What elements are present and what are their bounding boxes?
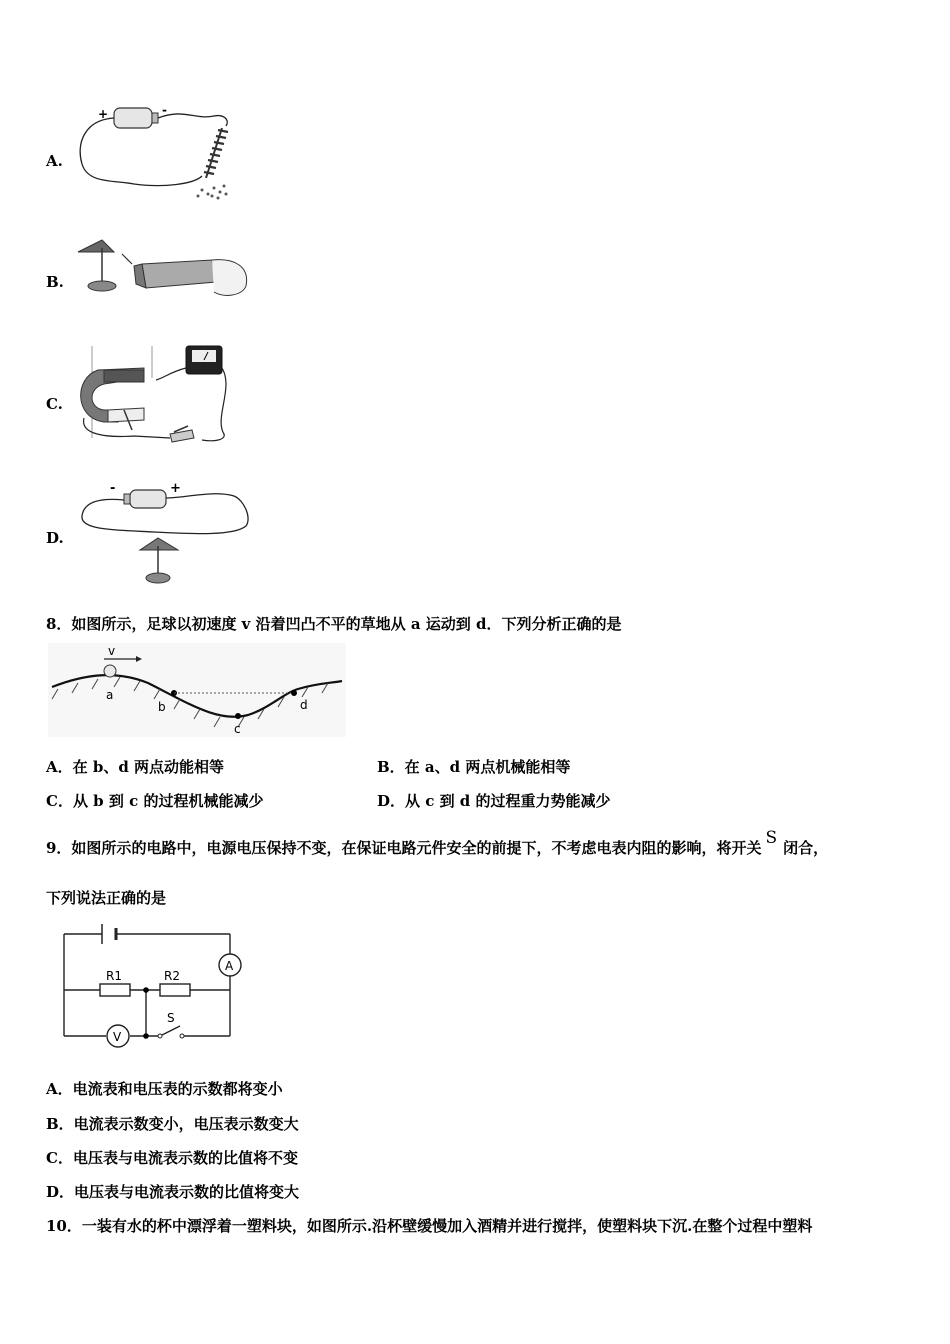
- q7-option-c-label: C.: [46, 395, 63, 413]
- switch-icon: [170, 430, 194, 442]
- q7-option-b-label: B.: [46, 273, 64, 291]
- compass-base-icon: [146, 573, 170, 583]
- resistor-r2-icon: [160, 984, 190, 996]
- voltmeter-label: V: [113, 1030, 122, 1044]
- battery-icon: [114, 108, 152, 128]
- q9-option-d[interactable]: D．电压表与电流表示数的比值将变大: [46, 1183, 300, 1201]
- q9-option-b[interactable]: B．电流表示数变小，电压表示数变大: [46, 1115, 299, 1133]
- iron-filings-icon: [197, 185, 228, 200]
- q8-stem: 8．如图所示，足球以初速度 v 沿着凹凸不平的草地从 a 运动到 d．下列分析正确的是: [46, 615, 622, 633]
- q9-option-c[interactable]: C．电压表与电流表示数的比值将不变: [46, 1149, 298, 1167]
- switch-contact: [158, 1034, 162, 1038]
- q7-option-d-label: D.: [46, 529, 64, 547]
- point-b-label: b: [158, 700, 166, 714]
- q7-figure-a: [74, 104, 254, 208]
- point-d-label: d: [300, 698, 308, 712]
- q9-circuit-figure: [58, 920, 248, 1054]
- hand-icon: [212, 260, 247, 296]
- q7-option-a-label: A.: [46, 152, 63, 170]
- coil-icon: [204, 128, 228, 178]
- q7-figure-d: [74, 476, 254, 592]
- compass-needle-icon: [140, 538, 178, 550]
- football-icon: [104, 665, 116, 677]
- q7-figure-b: [74, 236, 254, 310]
- resistor-r1-label: R1: [106, 969, 122, 983]
- switch-label: S: [167, 1011, 175, 1025]
- compass-base-icon: [88, 281, 116, 291]
- q9-option-a[interactable]: A．电流表和电压表的示数都将变小: [46, 1080, 283, 1098]
- q8-option-a[interactable]: A．在 b、d 两点动能相等: [46, 758, 225, 776]
- bar-magnet-icon: [142, 260, 216, 288]
- q10-stem: 10．一装有水的杯中漂浮着一塑料块，如图所示.沿杯壁缓慢加入酒精并进行搅拌，使塑料块下沉.在整个过程中塑料: [46, 1217, 813, 1235]
- minus-sign: -: [110, 481, 116, 496]
- switch-blade-icon: [162, 1026, 180, 1035]
- q8-option-b[interactable]: B．在 a、d 两点机械能相等: [377, 758, 571, 776]
- point-a-label: a: [106, 688, 114, 702]
- plus-sign: +: [170, 481, 181, 496]
- q8-figure: [48, 643, 346, 741]
- velocity-label: v: [108, 644, 116, 658]
- minus-sign: -: [162, 104, 167, 117]
- q9-stem-part2: 闭合，: [783, 839, 829, 857]
- q9-stem-part1: 9．如图所示的电路中，电源电压保持不变，在保证电路元件安全的前提下，不考虑电表内阻的影响，将开关: [46, 839, 762, 857]
- switch-contact: [180, 1034, 184, 1038]
- q8-option-c[interactable]: C．从 b 到 c 的过程机械能减少: [46, 792, 264, 810]
- compass-needle-icon: [78, 240, 114, 252]
- resistor-r2-label: R2: [164, 969, 180, 983]
- q9-stem-line2: 下列说法正确的是: [46, 889, 167, 907]
- junction-dot: [143, 1033, 149, 1039]
- q8-option-d[interactable]: D．从 c 到 d 的过程重力势能减少: [377, 792, 611, 810]
- q9-stem-line1: [46, 828, 829, 858]
- point-c-dot: [235, 713, 241, 719]
- q9-switch-symbol: S: [765, 828, 778, 848]
- q7-figure-c: [74, 338, 254, 452]
- point-c-label: c: [234, 722, 241, 736]
- plus-sign: +: [98, 107, 109, 121]
- ammeter-label: A: [225, 959, 234, 973]
- resistor-r1-icon: [100, 984, 130, 996]
- point-d-dot: [291, 690, 297, 696]
- junction-dot: [143, 987, 149, 993]
- battery-icon: [130, 490, 166, 508]
